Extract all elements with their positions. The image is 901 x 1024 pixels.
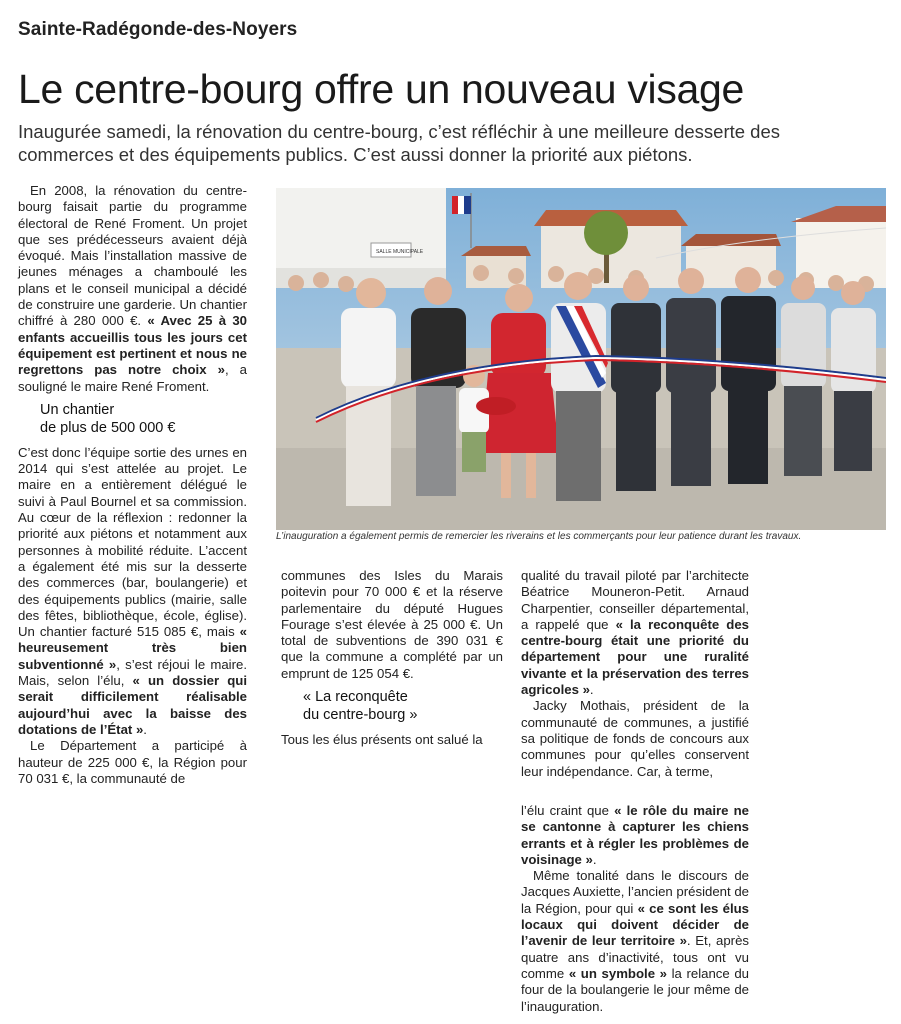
inauguration-photo <box>276 188 886 530</box>
quote: « la reconquête des centre-bourg était une priorité du département pour une ruralité vivante et la préservation des terres agricoles » <box>521 616 749 698</box>
paragraph: Tous les élus présents ont salué la <box>281 732 483 748</box>
paragraph: Le Département a participé à hauteur de 225 000 €, la Région pour 70 031 €, la communauté de <box>18 738 247 786</box>
headline: Le centre-bourg offre un nouveau visage <box>18 66 745 112</box>
kicker: Sainte-Radégonde-des-Noyers <box>18 19 298 40</box>
paragraph: C’est donc l’équipe sortie des urnes en 2014 qui s’est attelée au projet. Le maire en a entièrement délégué le suivi à Paul Bournel et sa commission. Au cœur de la réflexion : redonner la priorité aux piétons et notamment aux personnes à mobilité réduite. L’accent a également été mis sur la desserte des commerces (bar, boulangerie) et des équipements publics (mairie, salle des fêtes, bibliothèque, école, église). Un chantier facturé 515 085 €, mais « heureusement très bien subventionné », s’est réjoui le maire. Mais, selon l’élu, « un dossier qui serait difficilement réalisable aujourd’hui avec la baisse des dotations de l’État ». <box>18 444 248 737</box>
quote: « un symbole » <box>568 965 667 981</box>
subheading: « La reconquête du centre-bourg » <box>303 689 418 724</box>
quote: « un dossier qui serait difficilement réalisable aujourd’hui avec la baisse des dotations de l’État » <box>18 673 247 737</box>
paragraph: communes des Isles du Marais poitevin pour 70 000 € et la réserve parlementaire du député Hugues Fourage s’est élevée à 25 000 €. Un total de subventions de 390 031 € que la commune a complété par un emprunt de 125 054 €. <box>281 568 503 681</box>
quote: « ce sont les élus locaux qui doivent décider de l’avenir de leur territoire » <box>521 900 749 949</box>
article-column-3-continued <box>521 803 749 1015</box>
sign-text: SALLE MUNICIPALE <box>376 249 424 255</box>
paragraph: Jacky Mothais, président de la communauté de communes, a justifié sa politique de fonds de concours aux communes pour qu’elles conservent leur indépendance. Car, à terme, <box>521 698 749 779</box>
quote: « le rôle du maire ne se cantonne à capturer les chiens errants et à régler les problèmes de voisinage » <box>521 803 749 867</box>
paragraph: En 2008, la rénovation du centre-bourg faisait partie du programme électoral de René Froment. Un projet que ses prédécesseurs avaient déjà évoqué. Mais l’installation massive de jeunes ménages a chamboulé les plans et le conseil municipal a décidé de construire une garderie. Un chantier chiffré à 280 000 €. « Avec 25 à 30 enfants accueillis tous les jours cet équipement est pertinent et nous ne regrettons pas notre choix », a souligné le maire René Froment. <box>18 183 247 394</box>
article-column-3 <box>521 568 749 780</box>
article-column-1 <box>18 183 247 787</box>
paragraph: l’élu craint que « le rôle du maire ne se cantonne à capturer les chiens errants et à régler les problèmes de voisinage ». <box>521 803 749 867</box>
quote: « Avec 25 à 30 enfants accueillis tous les jours cet équipement est pertinent et nous ne regrettons pas notre choix » <box>18 313 247 378</box>
quote: « heureusement très bien subventionné » <box>18 624 248 672</box>
article-column-2 <box>281 568 503 748</box>
paragraph: Même tonalité dans le discours de Jacques Auxiette, l’ancien président de la Région, pour qui « ce sont les élus locaux qui doivent décider de l’avenir de leur territoire ». Et, après quatre ans d’inactivité, tous ont vu comme « un symbole » la relance du four de la boulangerie le jour même de l’inauguration. <box>521 868 750 1014</box>
lede: Inaugurée samedi, la rénovation du centre-bourg, c’est réfléchir à une meilleure desserte des commerces et des équipements publics. C’est aussi donner la priorité aux piétons. <box>18 121 781 165</box>
photo-caption: L’inauguration a également permis de remercier les riverains et les commerçants pour leur patience durant les travaux. <box>276 531 802 542</box>
subheading: Un chantier de plus de 500 000 € <box>40 401 176 436</box>
paragraph: qualité du travail piloté par l’architecte Béatrice Mouneron-Petit. Arnaud Charpentier, conseiller départemental, a rappelé que « la reconquête des centre-bourg était une priorité du département pour une ruralité vivante et la préservation des terres agricoles ». <box>521 568 749 698</box>
